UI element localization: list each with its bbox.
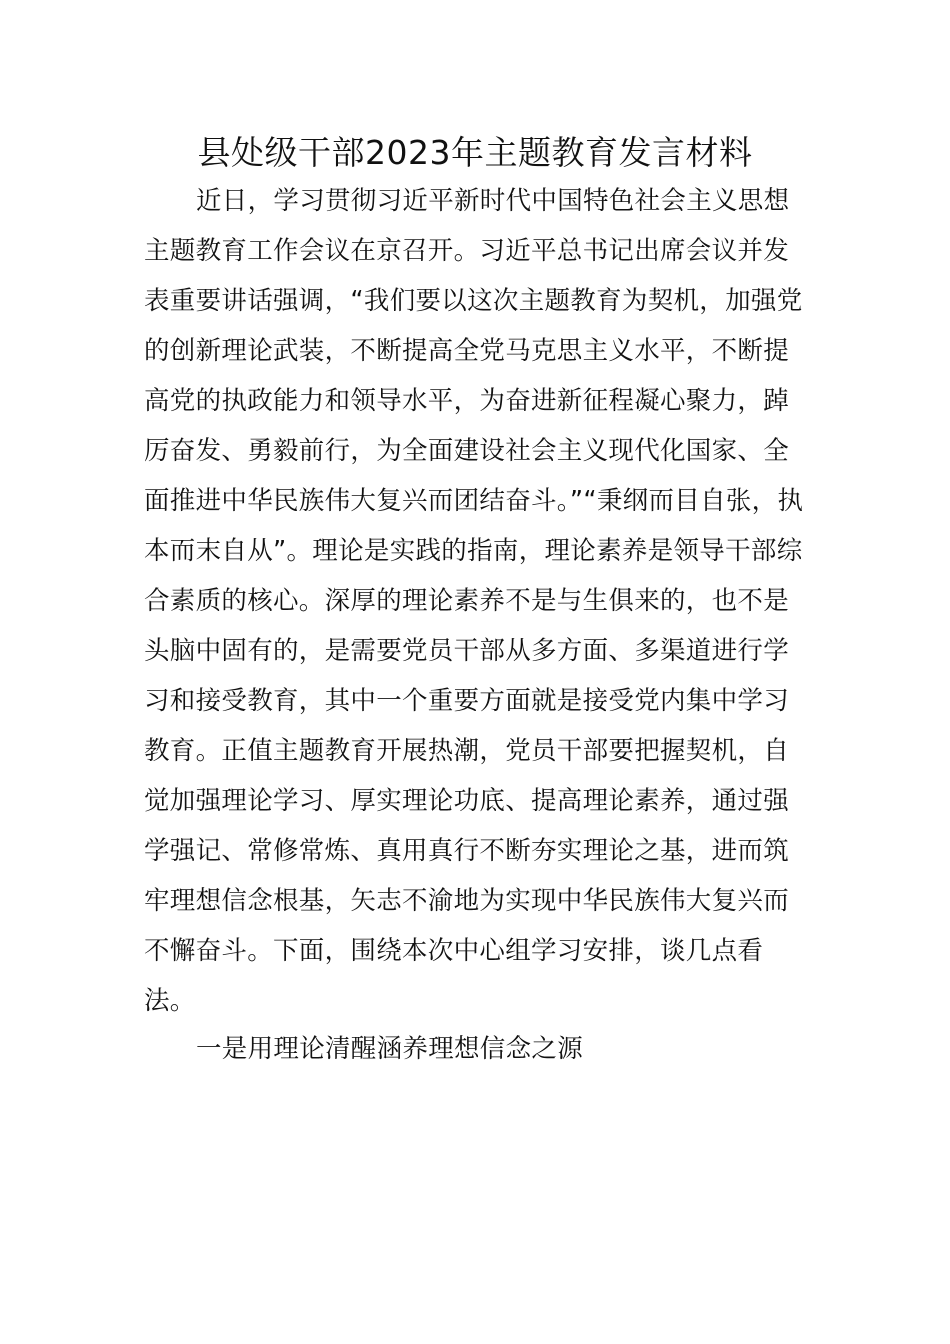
intro-paragraph: [144, 176, 824, 1026]
paragraph-line: 头脑中固有的，是需要党员干部从多方面、多渠道进行学: [144, 636, 790, 666]
section-heading: 一是用理论清醒涵养理想信念之源: [196, 1034, 584, 1064]
paragraph-line: 本而末自从”。理论是实践的指南，理论素养是领导干部综: [144, 536, 803, 566]
paragraph-line: 高党的执政能力和领导水平，为奋进新征程凝心聚力，踔: [144, 386, 790, 416]
paragraph-line: 习和接受教育，其中一个重要方面就是接受党内集中学习: [144, 686, 790, 716]
paragraph-line: 近日，学习贯彻习近平新时代中国特色社会主义思想: [196, 186, 790, 216]
paragraph-line: 主题教育工作会议在京召开。习近平总书记出席会议并发: [144, 236, 790, 266]
paragraph-line: 教育。正值主题教育开展热潮，党员干部要把握契机，自: [144, 736, 790, 766]
paragraph-line: 的创新理论武装，不断提高全党马克思主义水平，不断提: [144, 336, 790, 366]
paragraph-line: 学强记、常修常炼、真用真行不断夯实理论之基，进而筑: [144, 836, 790, 866]
paragraph-line: 觉加强理论学习、厚实理论功底、提高理论素养，通过强: [144, 786, 790, 816]
document-title: 县处级干部2023年主题教育发言材料: [197, 133, 753, 172]
paragraph-line: 面推进中华民族伟大复兴而团结奋斗。”“秉纲而目自张，执: [144, 486, 804, 516]
paragraph-line: 牢理想信念根基，矢志不渝地为实现中华民族伟大复兴而: [144, 886, 790, 916]
paragraph-line: 法。: [144, 986, 196, 1016]
paragraph-line: 表重要讲话强调，“我们要以这次主题教育为契机，加强党: [144, 286, 803, 316]
paragraph-line: 合素质的核心。深厚的理论素养不是与生俱来的，也不是: [144, 586, 790, 616]
paragraph-line: 不懈奋斗。下面，围绕本次中心组学习安排，谈几点看: [144, 936, 764, 966]
paragraph-line: 厉奋发、勇毅前行，为全面建设社会主义现代化国家、全: [144, 436, 790, 466]
